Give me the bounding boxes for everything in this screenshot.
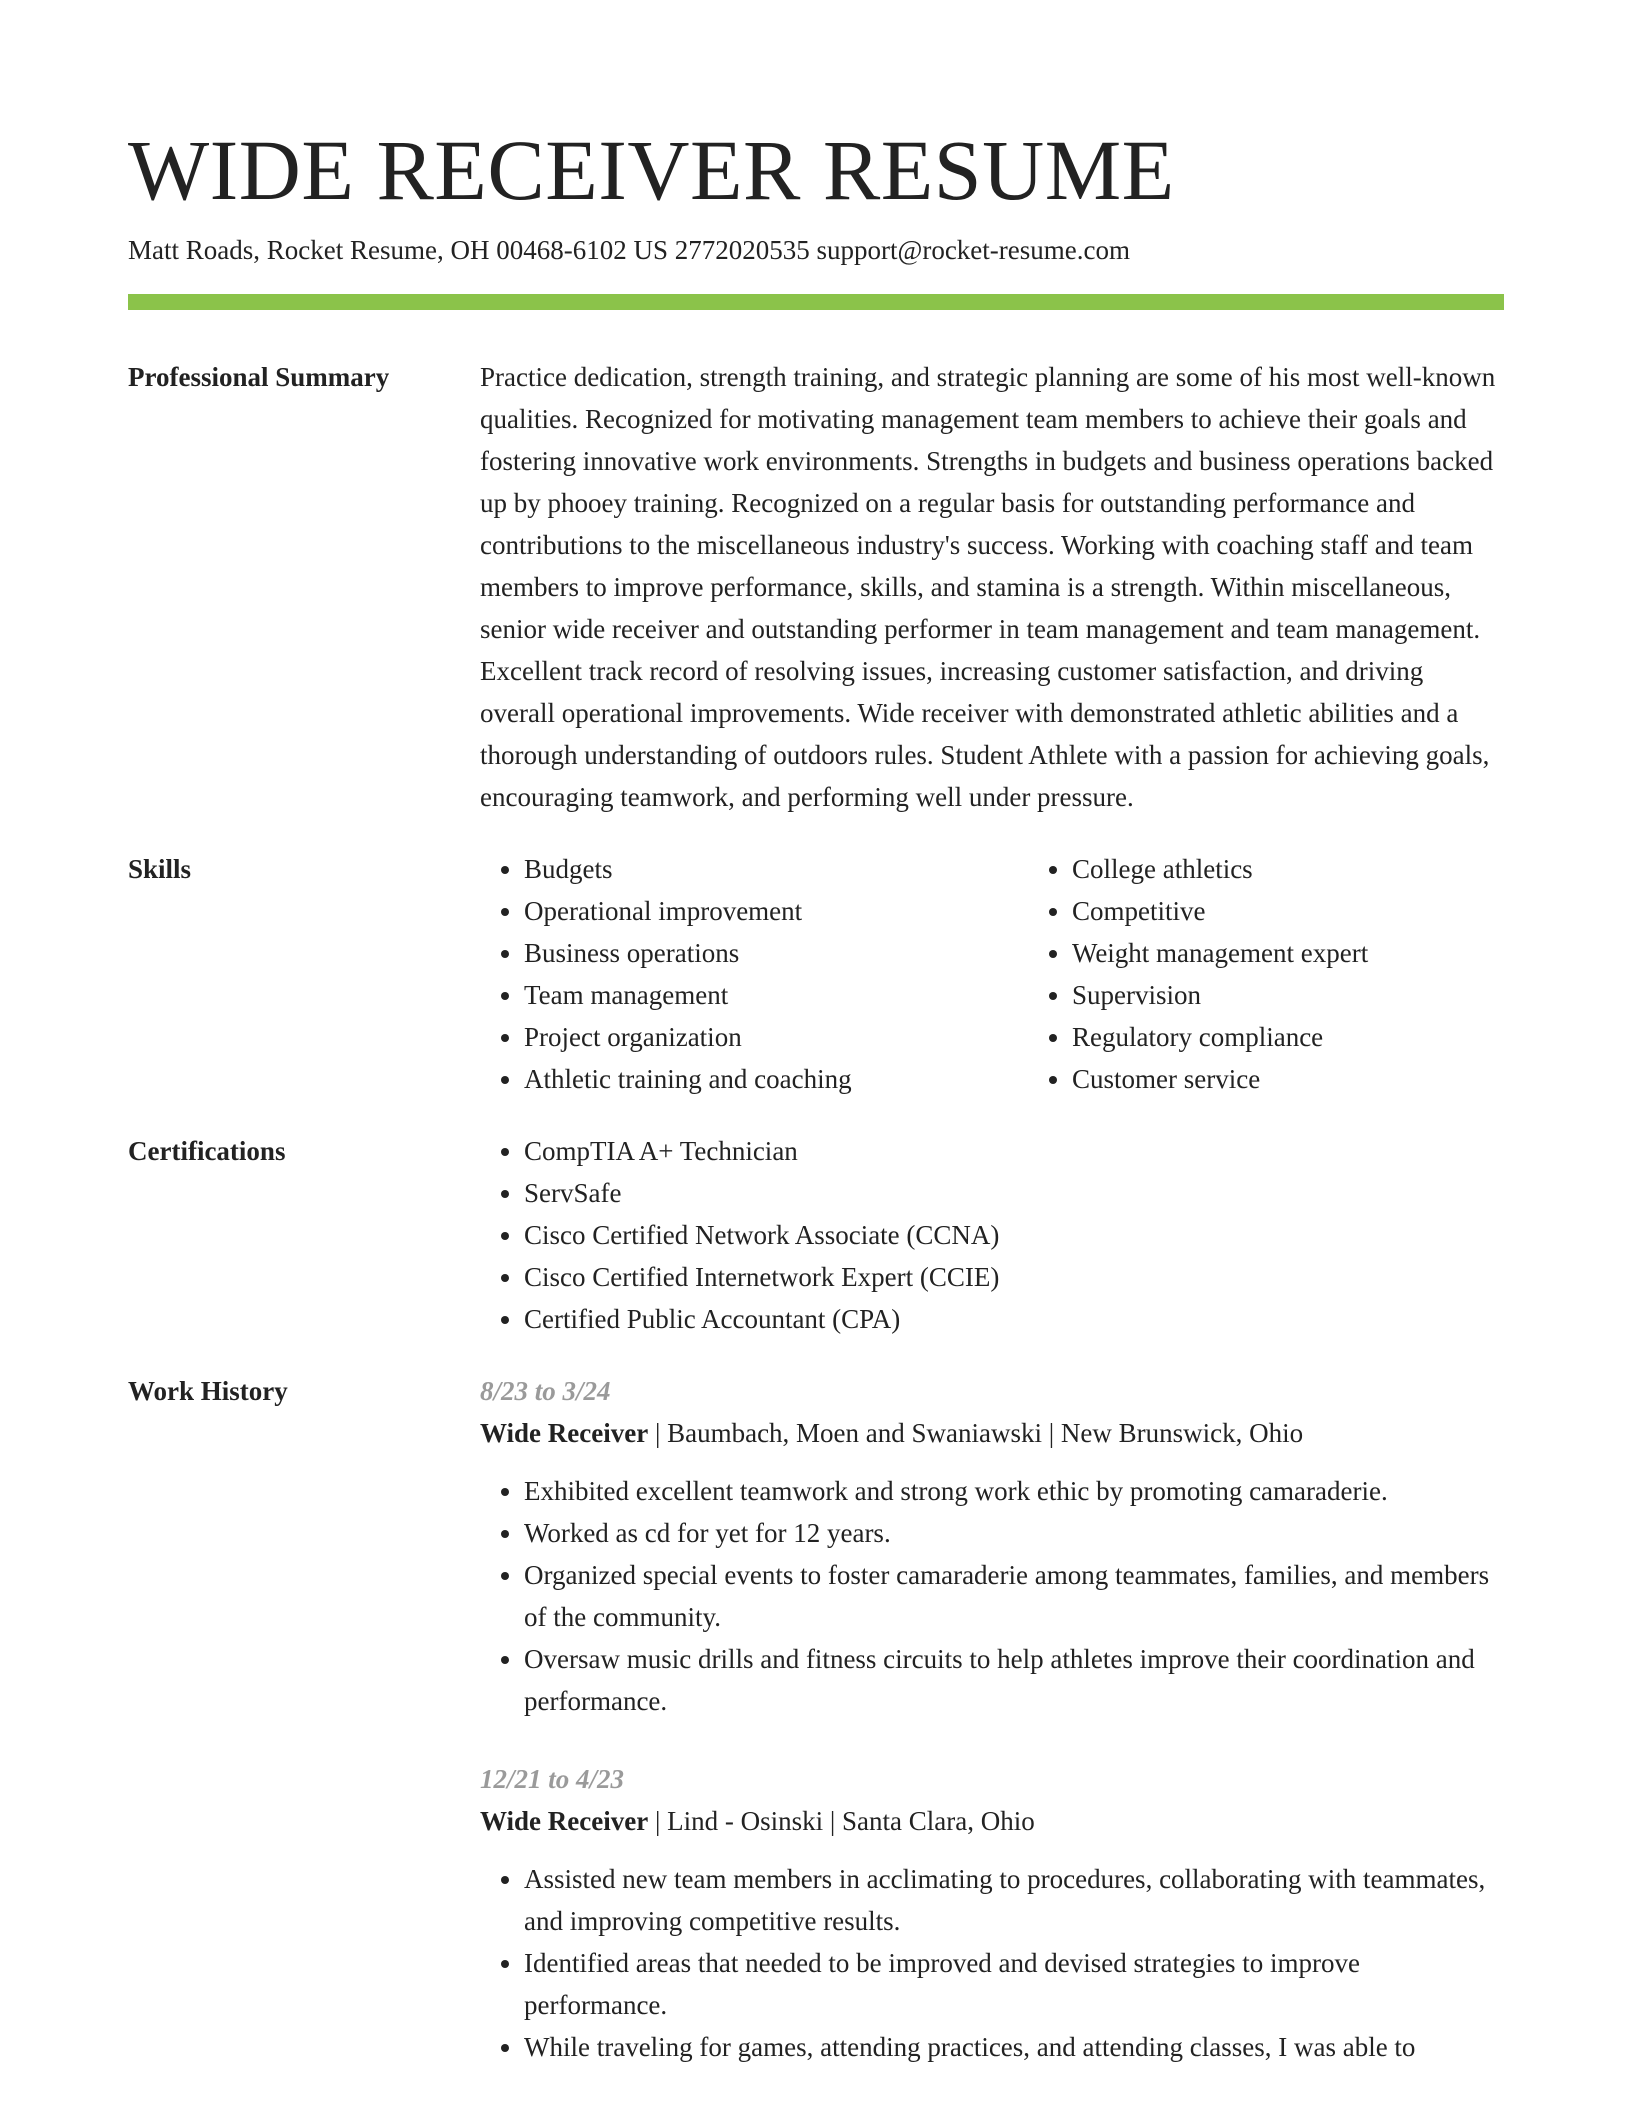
job-title: Wide Receiver	[480, 1418, 649, 1448]
contact-line: Matt Roads, Rocket Resume, OH 00468-6102 US 2772020535 support@rocket-resume.com	[128, 235, 1130, 265]
certification-item: • Cisco Certified Internetwork Expert (CCIE)	[524, 1256, 1504, 1298]
skill-item: • College athletics	[1072, 848, 1368, 890]
skill-item: • Operational improvement	[524, 890, 1028, 932]
summary-body	[480, 356, 1504, 818]
resume-title: WIDE RECEIVER RESUME	[128, 122, 1175, 218]
certification-item: • Cisco Certified Network Associate (CCNA)	[524, 1214, 1504, 1256]
certifications-section	[128, 1130, 1504, 1340]
skill-item: • Supervision	[1072, 974, 1368, 1016]
job-dates: 8/23 to 3/24	[480, 1376, 611, 1406]
job-bullets	[480, 1858, 1504, 2068]
certification-item: • Certified Public Accountant (CPA)	[524, 1298, 1504, 1340]
job-entry	[480, 1758, 1504, 2068]
job-details: | Lind - Osinski | Santa Clara, Ohio	[648, 1806, 1035, 1836]
resume-page	[128, 120, 1504, 2068]
certification-item: • CompTIA A+ Technician	[524, 1130, 1504, 1172]
skill-item: • Business operations	[524, 932, 1028, 974]
skills-body	[480, 848, 1504, 1100]
job-bullet: • Organized special events to foster camaraderie among teammates, families, and members of the community.	[524, 1554, 1504, 1638]
job-heading	[480, 1800, 1504, 1842]
skills-section	[128, 848, 1504, 1100]
job-bullets	[480, 1470, 1504, 1722]
summary-label: Professional Summary	[128, 362, 390, 392]
job-title: Wide Receiver	[480, 1806, 649, 1836]
work-history-label: Work History	[128, 1376, 288, 1406]
skill-item: • Budgets	[524, 848, 1028, 890]
work-history-body	[480, 1370, 1504, 2068]
skills-label: Skills	[128, 854, 192, 884]
skill-item: • Team management	[524, 974, 1028, 1016]
skill-item: • Regulatory compliance	[1072, 1016, 1368, 1058]
skill-item: • Competitive	[1072, 890, 1368, 932]
job-bullet: • Worked as cd for yet for 12 years.	[524, 1512, 1504, 1554]
certification-item: • ServSafe	[524, 1172, 1504, 1214]
certifications-list	[480, 1130, 1504, 1340]
job-heading	[480, 1412, 1504, 1454]
job-bullet: • Exhibited excellent teamwork and strong work ethic by promoting camaraderie.	[524, 1470, 1504, 1512]
job-bullet: • Assisted new team members in acclimating to procedures, collaborating with teammates, and improving competitive results.	[524, 1858, 1504, 1942]
job-dates: 12/21 to 4/23	[480, 1764, 625, 1794]
job-bullet: • Oversaw music drills and fitness circuits to help athletes improve their coordination and performance.	[524, 1638, 1504, 1722]
job-bullet: • While traveling for games, attending practices, and attending classes, I was able to	[524, 2026, 1504, 2068]
job-bullet: • Identified areas that needed to be improved and devised strategies to improve performance.	[524, 1942, 1504, 2026]
skills-list-right	[1028, 848, 1368, 1100]
summary-text: Practice dedication, strength training, and strategic planning are some of his most well-known qualities. Recognized for motivating management team members to achieve their goals and fostering innovative work environments. Strengths in budgets and business operations backed up by phooey training. Recognized on a regular basis for outstanding performance and contributions to the miscellaneous industry's success. Working with coaching staff and team members to improve performance, skills, and stamina is a strength. Within miscellaneous, senior wide receiver and outstanding performer in team management and team management. Excellent track record of resolving issues, increasing customer satisfaction, and driving overall operational improvements. Wide receiver with demonstrated athletic abilities and a thorough understanding of outdoors rules. Student Athlete with a passion for achieving goals, encouraging teamwork, and performing well under pressure.	[480, 362, 1496, 812]
certifications-label: Certifications	[128, 1136, 286, 1166]
skill-item: • Customer service	[1072, 1058, 1368, 1100]
skill-item: • Athletic training and coaching	[524, 1058, 1028, 1100]
skill-item: • Project organization	[524, 1016, 1028, 1058]
summary-section	[128, 356, 1504, 818]
skills-list-left	[480, 848, 1028, 1100]
job-entry	[480, 1370, 1504, 1722]
job-details: | Baumbach, Moen and Swaniawski | New Brunswick, Ohio	[648, 1418, 1304, 1448]
certifications-body	[480, 1130, 1504, 1340]
skill-item: • Weight management expert	[1072, 932, 1368, 974]
work-history-section	[128, 1370, 1504, 2068]
accent-divider	[128, 294, 1504, 310]
